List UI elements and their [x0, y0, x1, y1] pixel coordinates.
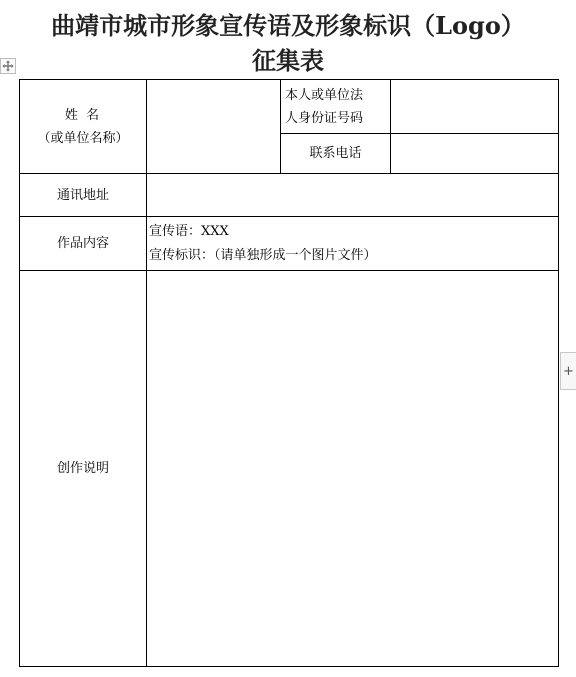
- work-content-cell[interactable]: [147, 217, 559, 271]
- submission-form-table: [19, 79, 559, 667]
- phone-label: 联系电话: [281, 134, 391, 174]
- name-label: 姓 名: [64, 107, 102, 123]
- phone-input-cell[interactable]: [391, 134, 559, 174]
- table-move-handle[interactable]: [0, 58, 16, 74]
- id-number-label-cell: [281, 80, 391, 134]
- address-label: 通讯地址: [20, 174, 147, 217]
- form-subtitle: 征集表: [252, 46, 324, 75]
- slogan-line: 宣传语：XXX: [149, 223, 229, 239]
- move-arrows-icon: [2, 60, 14, 72]
- plus-icon: +: [563, 363, 574, 379]
- description-label: 创作说明: [20, 271, 147, 667]
- name-label-cell: [20, 80, 147, 174]
- id-number-input-cell[interactable]: [391, 80, 559, 134]
- id-number-label-line1: 本人或单位法: [285, 87, 364, 103]
- add-column-button[interactable]: [560, 352, 576, 390]
- description-input-cell[interactable]: [147, 271, 559, 667]
- work-content-label: 作品内容: [20, 217, 147, 271]
- id-number-label-line2: 人身份证号码: [285, 110, 364, 126]
- form-title: 曲靖市城市形象宣传语及形象标识（Logo）: [51, 11, 525, 40]
- name-sub-label: （或单位名称）: [37, 130, 129, 146]
- logo-line: 宣传标识：（请单独形成一个图片文件）: [149, 247, 377, 263]
- address-input-cell[interactable]: [147, 174, 559, 217]
- name-input-cell[interactable]: [147, 80, 281, 174]
